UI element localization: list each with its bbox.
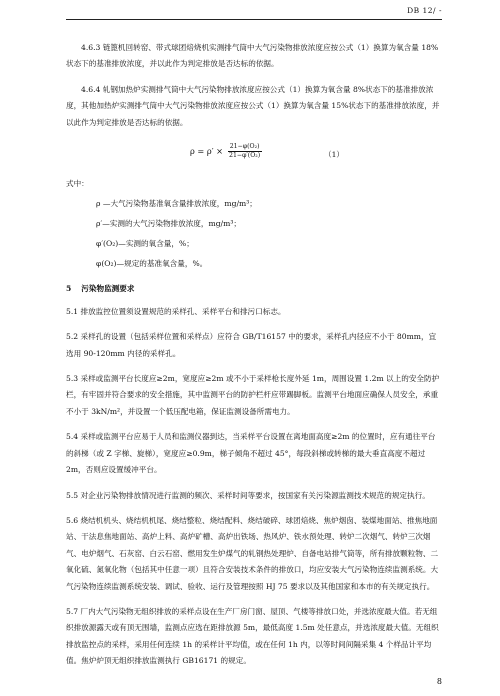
formula-lhs: ρ = ρ′ ×: [190, 146, 224, 157]
paragraph-5-6: 5.6 烧结机机头、烧结机机尾、烧结整粒、烧结配料、烧结破碎、球团焙烧、焦炉烟囱、装煤地面站、推焦地面站、干法息焦地面站、高炉上料、高炉矿槽、高炉出铁场、热风炉、铁水预处理、转炉二次烟气、转炉三次烟气、电炉烟气、石灰窑、白云石窑、燃用发生炉煤气的轧钢热处理炉、自备电站排气筒等，所有排放颗粒物、二氧化硫、氮氧化物（包括其中任意一项）且符合安装技术条件的排放口，均应安装大气污染物连续监测系统。大气污染物连续监测系统安装、调试、验收、运行及管理按照 HJ 75 要求以及其他国家和本市的有关规定执行。: [66, 515, 439, 591]
paragraph-5-3: 5.3 采样或监测平台长度应≥2m，宽度应≥2m 或不小于采样枪长度外延 1m，周围设置 1.2m 以上的安全防护栏，有牢固并符合要求的安全措施，其中监测平台的防护栏杆应带踢脚板。监测平台地面应确保人员安全，承重不小于 3kN/m²，并设置一个低压配电箱，保证监测设备所需电力。: [66, 374, 440, 416]
definitions-intro: 式中：: [66, 179, 89, 189]
paragraph-4-6-3: 4.6.3 链篦机回转窑、带式球团焙烧机实测排气筒中大气污染物排放浓度应按公式（1）换算为氧含量 18%状态下的基准排放浓度，并以此作为判定排放是否达标的依据。: [66, 43, 439, 69]
definition-item: φ(O₂)—规定的基准氧含量，%。: [96, 259, 208, 269]
paragraph-5-5: 5.5 对企业污染物排放情况进行监测的频次、采样时间等要求，按国家有关污染源监测技术规范的规定执行。: [66, 490, 430, 500]
section-title: 污染物监测要求: [81, 284, 135, 294]
formula-block: [66, 140, 442, 166]
definition-item: φ′(O₂)—实测的氧含量，%；: [96, 239, 194, 249]
page-header: [0, 0, 500, 22]
definition-item: ρ′—实测的大气污染物排放浓度，mg/m³；: [96, 219, 241, 229]
definition-item: ρ —大气污染物基准氧含量排放浓度，mg/m³；: [96, 199, 257, 209]
section-number: 5: [66, 284, 72, 294]
document-body: [66, 40, 442, 679]
formula-numerator: 21−φ(O₂): [229, 143, 260, 151]
formula-number: （1）: [324, 150, 345, 160]
paragraph-5-7: 5.7 厂内大气污染物无组织排放的采样点设在生产厂房门窗、屋顶、气楼等排放口处，并选浓度最大值。若无组织排放源露天或有顶无围墙，监测点应选在距排放源 5m，最低高度 1.5m 处任意点，并选浓度最大值。无组织排放监控点的采样，采用任何连续 1h 的采样计平均值，或在任何 1h 内，以等时间间隔采集 4 个样品计平均值。焦炉炉顶无组织排放监测执行 GB16171 的规定。: [66, 606, 439, 666]
formula-fraction: [227, 143, 262, 160]
formula-1: [190, 143, 262, 160]
header-rule: [66, 19, 442, 20]
formula-definitions: [66, 176, 442, 273]
section-5-heading: [66, 281, 442, 297]
paragraph-5-1: 5.1 排放监控位置须设置规范的采样孔、采样平台和排污口标志。: [66, 306, 286, 316]
paragraph-5-4: 5.4 采样或监测平台应易于人员和监测仪器到达，当采样平台设置在离地面高度≥2m 的位置时，应有通往平台的斜梯（或 Z 字梯、旋梯），宽度应≥0.9m，梯子倾角不超过 45°，每段斜梯或转梯的最大垂直高度不超过 2m，否则应设置缓冲平台。: [66, 432, 436, 475]
paragraph-5-2: 5.2 采样孔的设置（包括采样位置和采样点）应符合 GB/T16157 中的要求，采样孔内径应不小于 80mm，宜选用 90-120mm 内径的采样孔。: [66, 332, 437, 358]
standard-code: DB 12/ -: [407, 6, 442, 15]
paragraph-4-6-4: 4.6.4 轧钢加热炉实测排气筒中大气污染物排放浓度应按公式（1）换算为氧含量 8%状态下的基准排放浓度，其他加热炉实测排气筒中大气污染物排放浓度应按公式（1）换算为氧含量 15%状态下的基准排放浓度，并以此作为判定排放是否达标的依据。: [66, 84, 440, 127]
formula-denominator: 21−φ′(O₂): [229, 152, 261, 160]
page-number: 8: [436, 677, 442, 686]
